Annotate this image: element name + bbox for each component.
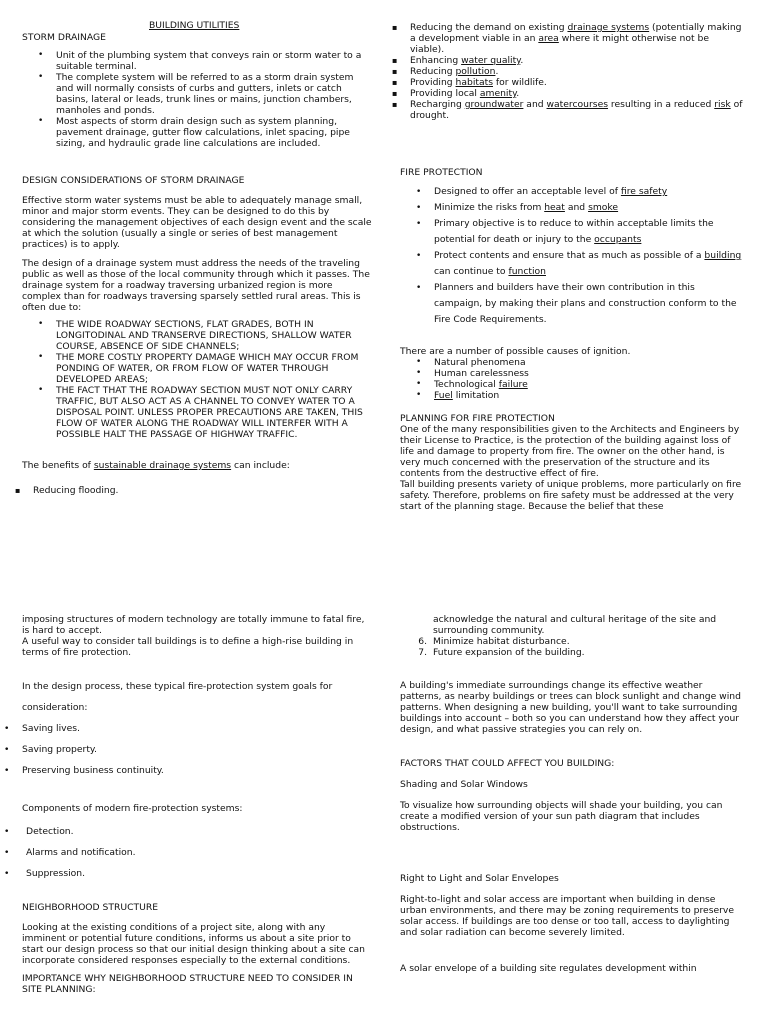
goals-intro: In the design process, these typical fire-protection system goals for consideration: [22, 681, 333, 713]
surroundings-paragraph: A building's immediate surroundings change its effective weather patterns, as nearby buildings or trees can block sunlight and change wind patterns. When designing a new building, you'll want to take surrounding buildings into account – both so you can understand how they affect your design, and what passive strategies you can rely on. [400, 680, 741, 735]
high-rise-definition: A useful way to consider tall buildings is to define a high-rise building in terms of fire protection. [22, 636, 354, 658]
b2-post: . [520, 55, 524, 66]
benefit-item-2 [410, 22, 745, 55]
pollution-link[interactable]: pollution [455, 66, 496, 77]
f3-pre: Primary objective is to reduce to within acceptable limits the potential for death or injury to the [434, 218, 714, 245]
fire-heading: FIRE PROTECTION [400, 167, 483, 178]
benefit-item-1: ▪ Reducing flooding. [33, 485, 371, 496]
storm-bullets [22, 50, 372, 149]
fire-item-4 [434, 248, 745, 280]
item-7-text: Future expansion of the building. [433, 647, 585, 658]
smoke-link[interactable]: smoke [588, 202, 619, 213]
benefits-intro [22, 460, 372, 471]
importance-heading: IMPORTANCE WHY NEIGHBORHOOD STRUCTURE NEED TO CONSIDER IN SITE PLANNING: [22, 973, 353, 995]
heat-link[interactable]: heat [544, 202, 565, 213]
cause-item-2: • Human carelessness [434, 368, 745, 379]
planning-paragraph-1: One of the many responsibilities given to the Architects and Engineers by their License to Practice, is the protection of the building against loss of life and damage to property from fire. The owner on the other hand, is very much concerned with the preservation of the structure and its contents from the destructive effect of fire. [400, 424, 740, 479]
solar-envelope-cut-line: A solar envelope of a building site regulates development within [400, 963, 697, 974]
goal-item-1: • Saving lives. [4, 723, 80, 734]
number-7: 7. [418, 647, 427, 658]
c3-pre: Technological [434, 379, 499, 390]
number-6: 6. [418, 636, 427, 647]
benefit-item-3 [410, 55, 745, 66]
cause-item-4 [434, 390, 745, 401]
f4-pre: Protect contents and ensure that as much as possible of a [434, 250, 705, 261]
neighborhood-paragraph: Looking at the existing conditions of a project site, along with any imminent or potential future conditions, informs us about a site prior to start our design process so that our initial design thinking about a site can incorporate considered responses especially to the external conditions. [22, 922, 365, 966]
habitats-link[interactable]: habitats [455, 77, 493, 88]
fire-safety-link[interactable]: fire safety [620, 186, 668, 197]
components-list [4, 821, 372, 884]
f4-mid: can continue to [434, 266, 509, 277]
causes-intro: There are a number of possible causes of ignition. [400, 346, 631, 357]
causes-list [400, 357, 745, 401]
f1-pre: Designed to offer an acceptable level of [434, 186, 621, 197]
neighborhood-heading: NEIGHBORHOOD STRUCTURE [22, 902, 159, 913]
component-item-1: • Detection. [4, 826, 74, 837]
benefits-link[interactable]: sustainable drainage systems [93, 460, 232, 471]
b4-post: for wildlife. [493, 77, 547, 88]
cause-item-1: • Natural phenomena [434, 357, 745, 368]
cause-item-3 [434, 379, 745, 390]
fuel-link[interactable]: Fuel [434, 390, 453, 401]
benefits-list [22, 485, 372, 496]
fire-item-2 [434, 200, 745, 216]
right-to-light-paragraph: Right-to-light and solar access are important when building in dense urban environments, and there may be zoning requirements to preserve solar access. If buildings are too dense or too tall, access to daylighting and solar radiation can become severely limited. [400, 894, 735, 938]
left-column-top [22, 20, 372, 496]
page2-right-continuation: acknowledge the natural and cultural heritage of the site and surrounding community. [433, 614, 717, 636]
factors-heading: FACTORS THAT COULD AFFECT YOU BUILDING: [400, 758, 615, 769]
numbered-list [400, 636, 745, 658]
left-column-bottom [4, 614, 372, 995]
b1-post: where it might otherwise not be viable). [410, 33, 709, 55]
c4-post: limitation [452, 390, 500, 401]
b6-mid2: resulting in a reduced [608, 99, 715, 110]
right-column-bottom [400, 614, 745, 974]
shading-heading: Shading and Solar Windows [400, 779, 528, 790]
storm-bullet-1: • Unit of the plumbing system that conveys rain or storm water to a suitable terminal. [56, 50, 372, 72]
caps-item-2: • THE MORE COSTLY PROPERTY DAMAGE WHICH MAY OCCUR FROM PONDING OF WATER, OR FROM FLOW OF WATER THROUGH DEVELOPED AREAS; [56, 352, 372, 385]
b5-pre: Providing local [410, 88, 480, 99]
caps-item-1: • THE WIDE ROADWAY SECTIONS, FLAT GRADES, BOTH IN LONGITODINAL AND TRANSERVE DIRECTIONS, SHALLOW WATER COURSE, ABSENCE OF SIDE CHANNELS; [56, 319, 372, 352]
numbered-item-6 [418, 636, 745, 647]
benefits-continued-list [400, 22, 745, 121]
planning-heading: PLANNING FOR FIRE PROTECTION [400, 413, 555, 424]
area-link[interactable]: area [538, 33, 559, 44]
failure-link[interactable]: failure [498, 379, 528, 390]
document-title: BUILDING UTILITIES [149, 20, 240, 31]
b2-pre: Enhancing [410, 55, 462, 66]
benefits-pre: The benefits of [22, 460, 94, 471]
risk-link[interactable]: risk [714, 99, 731, 110]
design-caps-list [22, 319, 372, 440]
item-6-text: Minimize habitat disturbance. [433, 636, 570, 647]
storm-heading: STORM DRAINAGE [22, 32, 106, 43]
benefits-post: can include: [231, 460, 290, 471]
f2-pre: Minimize the risks from [434, 202, 545, 213]
numbered-item-7 [418, 647, 745, 658]
b6-pre: Recharging [410, 99, 465, 110]
fire-list [400, 184, 745, 328]
storm-bullet-3: • Most aspects of storm drain design such as system planning, pavement drainage, gutter flow calculations, inlet spacing, pipe sizing, and hydraulic grade line calculations are included. [56, 116, 372, 149]
planning-paragraph-2: Tall building presents variety of unique problems, more particularly on fire safety. Therefore, problems on fire safety must be addressed at the very start of the planning stage. Because the belief that these [400, 479, 742, 512]
shading-paragraph: To visualize how surrounding objects will shade your building, you can create a modified version of your sun path diagram that includes obstructions. [400, 800, 723, 833]
benefit-item-7 [410, 99, 745, 121]
benefit-item-6 [410, 88, 745, 99]
groundwater-link[interactable]: groundwater [464, 99, 524, 110]
b4-pre: Providing [410, 77, 456, 88]
page2-left-continuation: imposing structures of modern technology are totally immune to fatal fire, is hard to accept. [22, 614, 365, 636]
fire-item-1 [434, 184, 745, 200]
fire-item-5: • Planners and builders have their own contribution in this campaign, by making their plans and construction conform to the Fire Code Requirements. [434, 280, 745, 328]
component-item-2: • Alarms and notification. [4, 847, 136, 858]
design-paragraph-2: The design of a drainage system must address the needs of the traveling public as well as those of the local community through which it passes. The drainage system for a roadway traversing urbanized region is more complex than for roadways traversing sparsely settled rural areas. This is often due to: [22, 258, 370, 313]
design-heading: DESIGN CONSIDERATIONS OF STORM DRAINAGE [22, 175, 245, 186]
b6-mid: and [523, 99, 547, 110]
goals-list [4, 718, 372, 781]
building-link[interactable]: building [704, 250, 742, 261]
fire-item-3 [434, 216, 745, 248]
storm-bullet-2: • The complete system will be referred to as a storm drain system and will normally consists of curbs and gutters, inlets or catch basins, lateral or leads, trunk lines or mains, junction chambers, manholes and ponds. [56, 72, 372, 116]
b1-mid: (potentially making a development viable in an [410, 22, 742, 44]
b3-post: . [495, 66, 499, 77]
b6-post: of drought. [410, 99, 743, 121]
f2-mid: and [564, 202, 589, 213]
b1-pre: Reducing the demand on existing [410, 22, 568, 33]
caps-item-3: • THE FACT THAT THE ROADWAY SECTION MUST NOT ONLY CARRY TRAFFIC, BUT ALSO ACT AS A CHANNEL TO CONVEY WATER TO A DISPOSAL POINT. UNLESS PROPER PRECAUTIONS ARE TAKEN, THIS FLOW OF WATER ALONG THE ROADWAY WILL INTERFER WITH A POSSIBLE HALT THE PASSAGE OF HIGHWAY TRAFFIC. [56, 385, 372, 440]
water-quality-link[interactable]: water quality [461, 55, 521, 66]
goal-item-3: • Preserving business continuity. [4, 765, 164, 776]
components-intro: Components of modern fire-protection systems: [22, 803, 243, 814]
right-to-light-heading: Right to Light and Solar Envelopes [400, 873, 559, 884]
amenity-link[interactable]: amenity [479, 88, 517, 99]
function-link[interactable]: function [508, 266, 546, 277]
design-paragraph-1: Effective storm water systems must be able to adequately manage small, minor and major storm events. They can be designed to do this by considering the management objectives of each design event and the scale at which the solution (usually a single or series of best management practices) is to apply. [22, 195, 372, 250]
occupants-link[interactable]: occupants [594, 234, 642, 245]
b5-post: . [516, 88, 520, 99]
right-column-top [400, 22, 745, 512]
b3-pre: Reducing [410, 66, 456, 77]
benefit-item-4 [410, 66, 745, 77]
drainage-systems-link[interactable]: drainage systems [567, 22, 650, 33]
watercourses-link[interactable]: watercourses [546, 99, 609, 110]
goal-item-2: • Saving property. [4, 744, 97, 755]
component-item-3: • Suppression. [4, 868, 86, 879]
benefit-item-5 [410, 77, 745, 88]
